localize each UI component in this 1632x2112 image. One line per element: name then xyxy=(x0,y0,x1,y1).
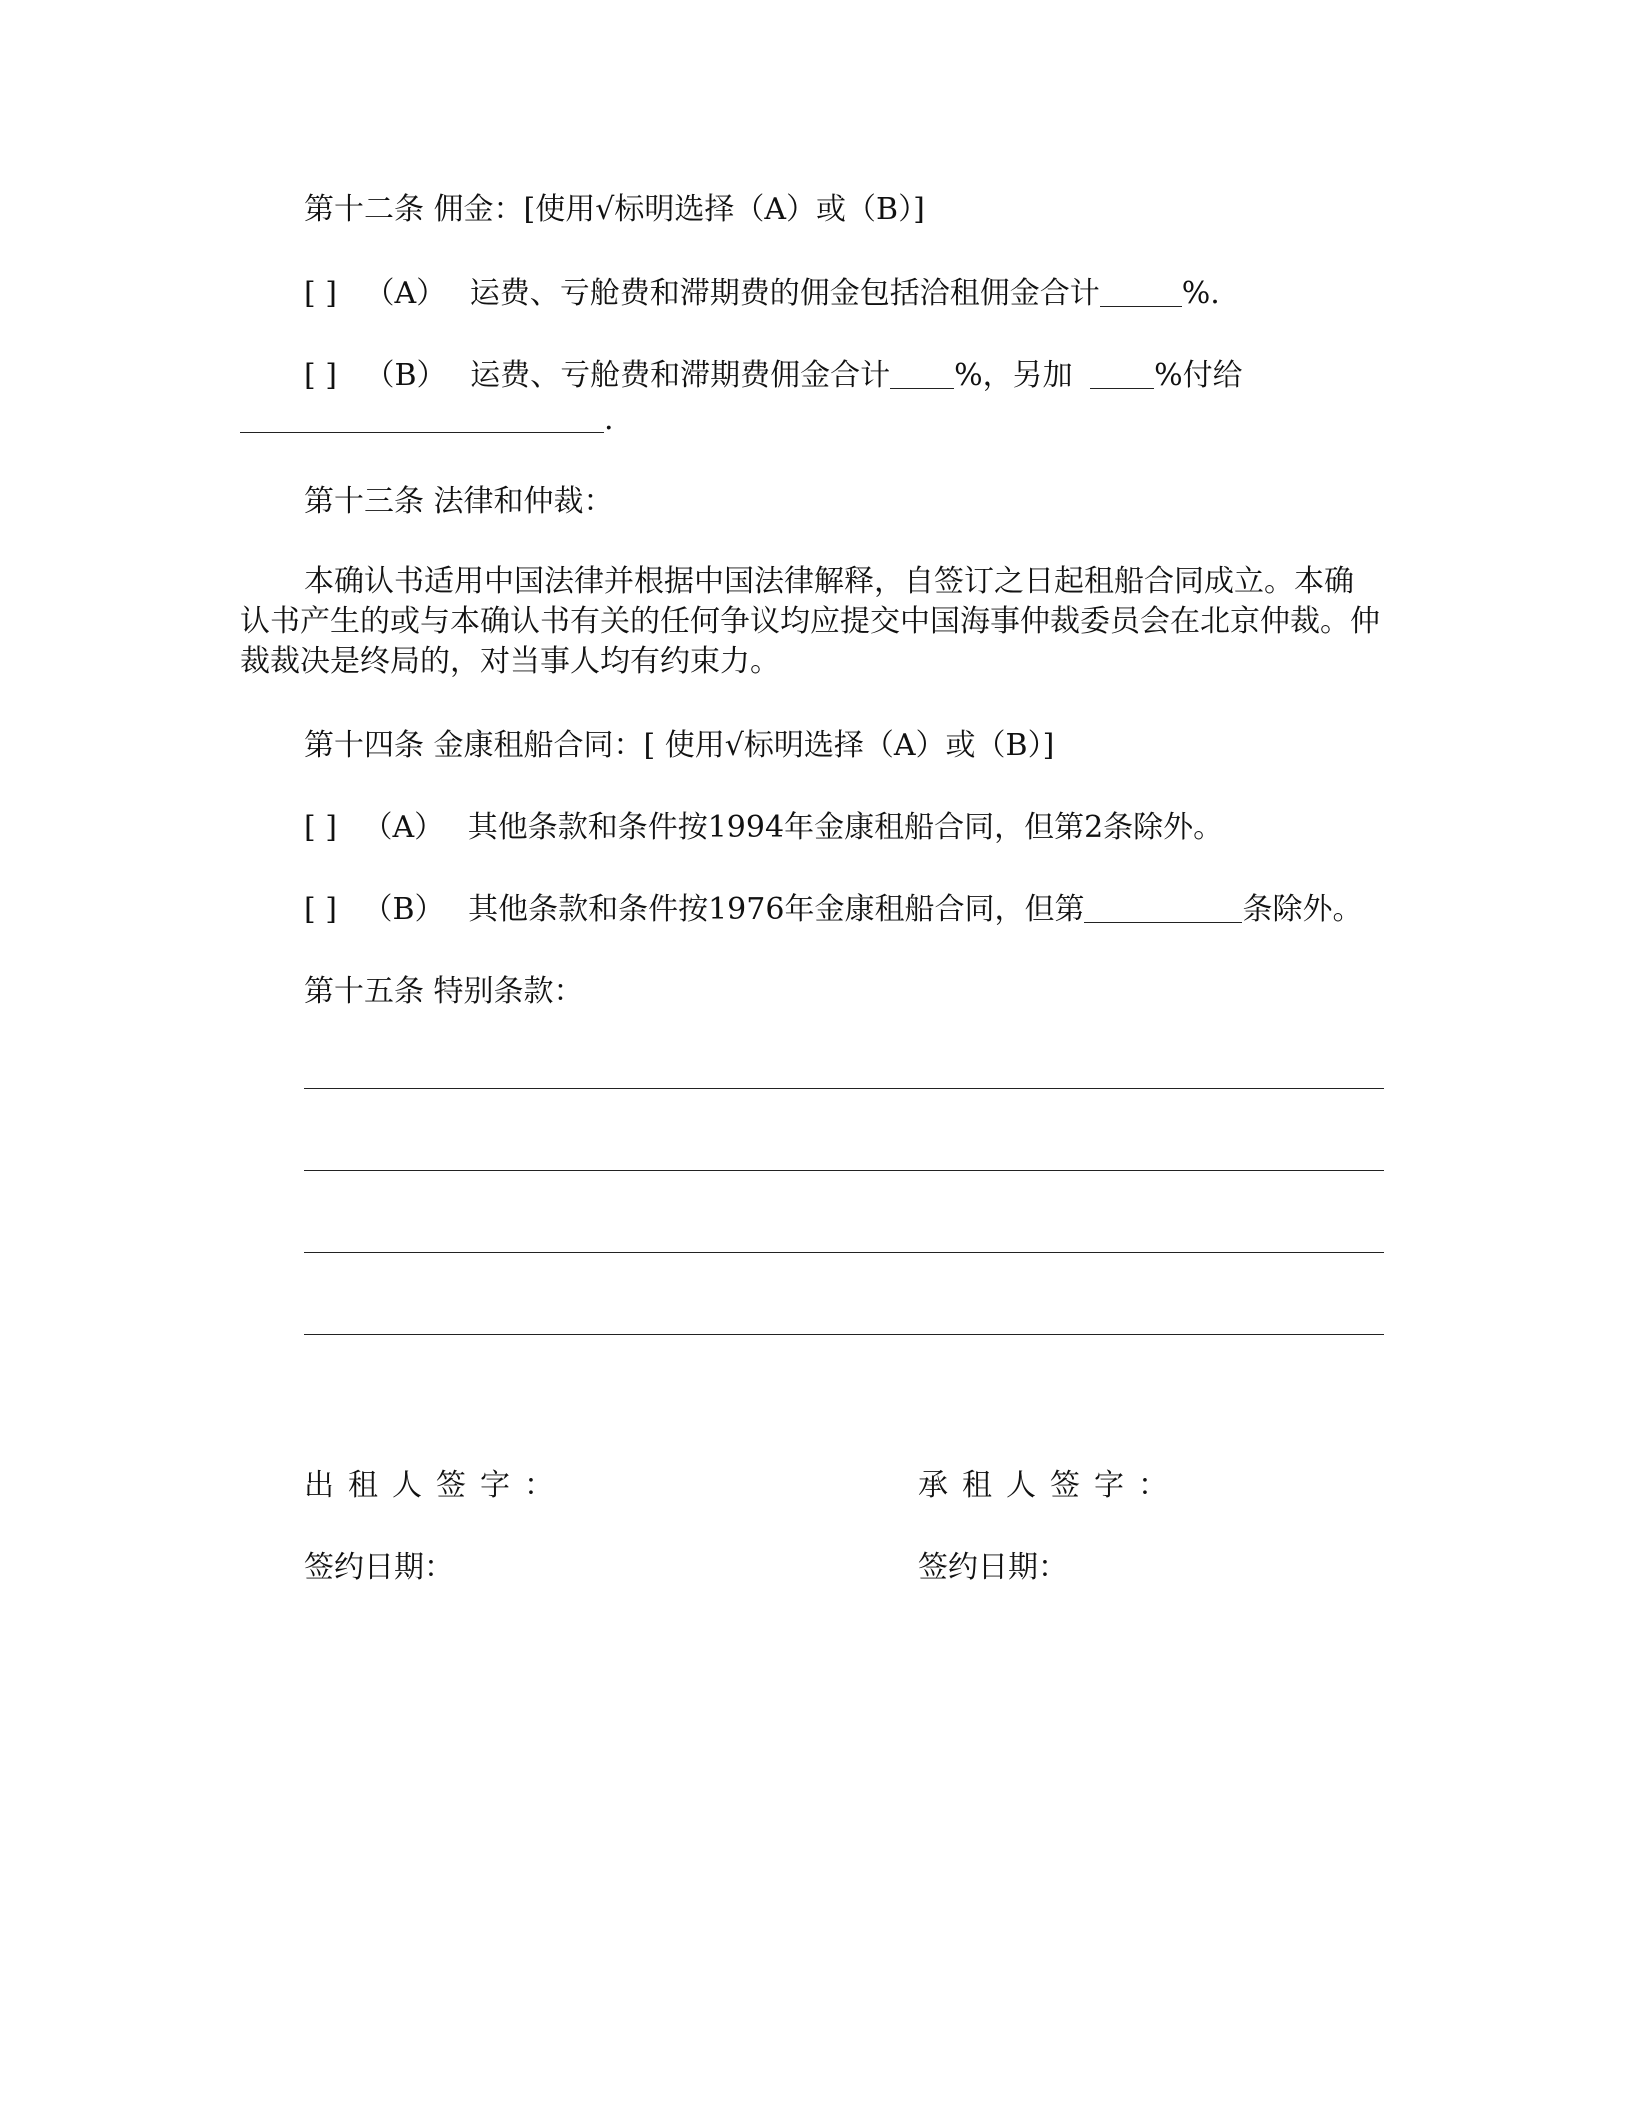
payee-end: . xyxy=(604,402,614,437)
article-12-heading: 第十二条 佣金：[使用√标明选择（A）或（B）] xyxy=(304,192,925,227)
option-b-checkbox[interactable]: [ ] xyxy=(304,358,337,393)
additional-percent-blank[interactable] xyxy=(1090,358,1154,389)
option-b-label: （B） xyxy=(362,892,445,927)
article-13-text: 本确认书适用中国法律并根据中国法律解释，自签订之日起租船合同成立。本确认书产生的或与本确认书有关的任何争议均应提交中国海事仲裁委员会在北京仲裁。仲裁裁决是终局的，对当事人均有约束力。 xyxy=(240,564,1380,679)
lessee-date-label: 签约日期： xyxy=(918,1550,1068,1585)
special-terms-line-1[interactable] xyxy=(304,1088,1384,1089)
payee-line xyxy=(240,400,614,440)
article-15-heading: 第十五条 特别条款： xyxy=(304,974,584,1009)
option-a-checkbox[interactable]: [ ] xyxy=(304,276,337,311)
commission-percent-blank[interactable] xyxy=(1100,276,1182,307)
option-b-mid: %，另加 xyxy=(954,358,1073,393)
special-terms-line-3[interactable] xyxy=(304,1252,1384,1253)
article-12-option-a xyxy=(304,274,1220,314)
option-b-tail: %付给 xyxy=(1154,358,1243,393)
lessor-signature-label: 出租人签字： xyxy=(304,1468,568,1503)
special-terms-line-4[interactable] xyxy=(304,1334,1384,1335)
option-a-label: （A） xyxy=(364,276,447,311)
special-terms-line-2[interactable] xyxy=(304,1170,1384,1171)
option-b-text: 运费、亏舱费和滞期费佣金合计 xyxy=(470,358,891,393)
excluded-clause-blank[interactable] xyxy=(1084,892,1242,923)
article-13-body xyxy=(240,562,1380,682)
lessee-signature-label: 承租人签字： xyxy=(918,1468,1182,1503)
commission-total-blank[interactable] xyxy=(890,358,954,389)
lessor-date-label: 签约日期： xyxy=(304,1550,454,1585)
option-b-label: （B） xyxy=(364,358,447,393)
option-a-tail: %. xyxy=(1181,276,1220,311)
option-b-tail: 条除外。 xyxy=(1242,892,1363,927)
article-14-option-a xyxy=(304,808,1223,848)
article-14-option-b xyxy=(304,890,1362,930)
option-a-text: 运费、亏舱费和滞期费的佣金包括洽租佣金合计 xyxy=(469,276,1100,311)
article-12-option-b xyxy=(304,356,1243,396)
option-b-text: 其他条款和条件按1976年金康租船合同，但第 xyxy=(468,892,1085,927)
option-a-checkbox[interactable]: [ ] xyxy=(304,810,337,845)
article-14-heading: 第十四条 金康租船合同：[ 使用√标明选择（A）或（B）] xyxy=(304,728,1055,763)
payee-blank[interactable] xyxy=(240,402,604,433)
option-a-label: （A） xyxy=(362,810,445,845)
option-b-checkbox[interactable]: [ ] xyxy=(304,892,337,927)
option-a-text: 其他条款和条件按1994年金康租船合同，但第2条除外。 xyxy=(467,810,1224,845)
article-13-heading: 第十三条 法律和仲裁： xyxy=(304,484,614,519)
